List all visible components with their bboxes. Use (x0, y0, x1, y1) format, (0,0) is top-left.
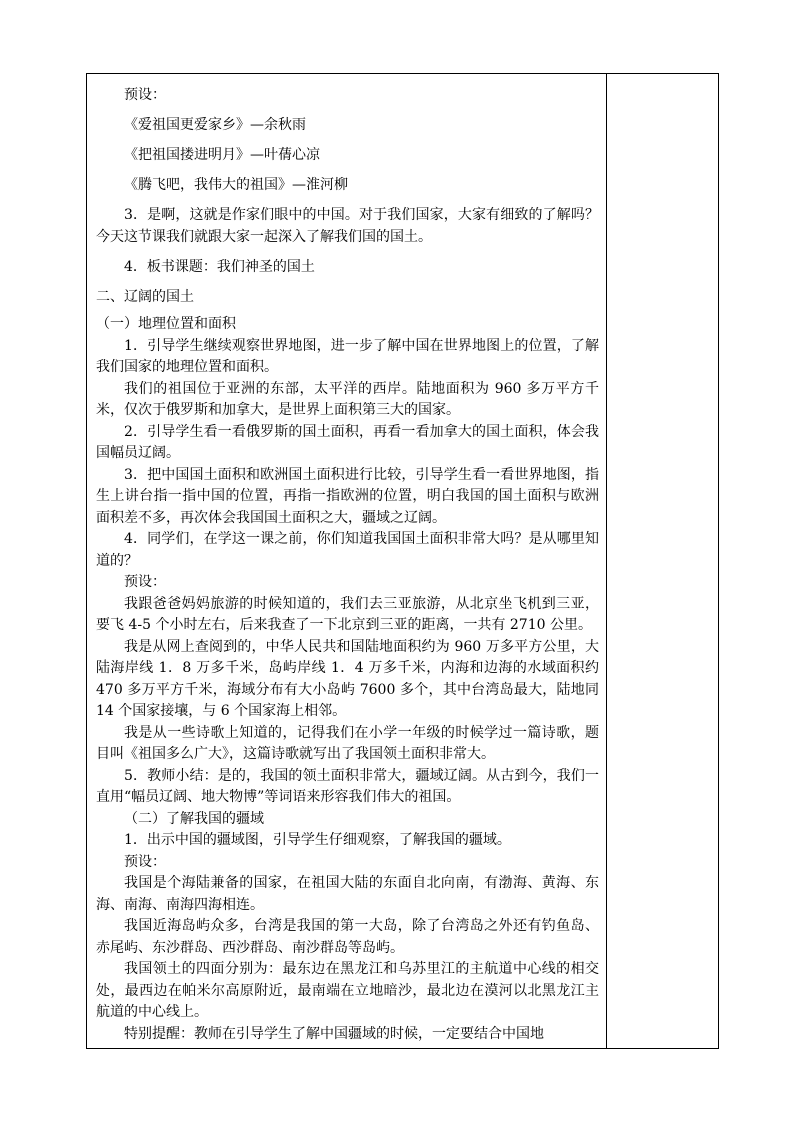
content-cell (87, 74, 607, 1049)
paragraph-15: 我跟爸爸妈妈旅游的时候知道的，我们去三亚旅游，从北京坐飞机到三亚，要飞 4-5 个小时左右，后来我查了一下北京到三亚的距离，一共有 2710 公里。 (96, 595, 599, 633)
paragraph-21: 预设： (124, 853, 166, 870)
paragraph-11: 2．引导学生看一看俄罗斯的国土面积，再看一看加拿大的国土面积，体会我国幅员辽阔。 (96, 423, 599, 461)
paragraph-6: 4．板书课题：我们神圣的国土 (124, 258, 315, 275)
paragraph-22: 我国是个海陆兼备的国家，在祖国大陆的东面自北向南，有渤海、黄海、东海、南海、南海四海相连。 (96, 875, 599, 913)
paragraph-2: 《爱祖国更爱家乡》—余秋雨 (124, 117, 306, 133)
paragraph-25: 特别提醒：教师在引导学生了解中国疆域的时候，一定要结合中国地 (124, 1025, 544, 1042)
paragraph-19: （二）了解我国的疆域 (124, 810, 264, 827)
paragraph-8: （一）地理位置和面积 (96, 316, 236, 332)
lesson-content (87, 74, 606, 1045)
paragraph-4: 《腾飞吧，我伟大的祖国》—淮河柳 (124, 177, 348, 193)
paragraph-10: 我们的祖国位于亚洲的东部，太平洋的西岸。陆地面积为 960 多万平方千米，仅次于俄罗斯和加拿大，是世界上面积第三大的国家。 (96, 380, 599, 418)
paragraph-18: 5．教师小结：是的，我国的领土面积非常大，疆域辽阔。从古到今，我们一直用“幅员辽阔、地大物博”等词语来形容我们伟大的祖国。 (96, 767, 599, 805)
paragraph-9: 1．引导学生继续观察世界地图，进一步了解中国在世界地图上的位置，了解我们国家的地理位置和面积。 (96, 337, 599, 375)
paragraph-24: 我国领土的四面分别为：最东边在黑龙江和乌苏里江的主航道中心线的相交处，最西边在帕米尔高原附近，最南端在立地暗沙，最北边在漠河以北黑龙江主航道的中心线上。 (96, 961, 599, 1020)
paragraph-5: 3．是啊，这就是作家们眼中的中国。对于我们国家，大家有细致的了解吗？今天这节课我们就跟大家一起深入了解我们国的国土。 (96, 207, 599, 245)
paragraph-14: 预设： (124, 574, 166, 590)
paragraph-17: 我是从一些诗歌上知道的，记得我们在小学一年级的时候学过一篇诗歌，题目叫《祖国多么广大》，这篇诗歌就写出了我国领土面积非常大。 (96, 724, 599, 762)
paragraph-12: 3．把中国国土面积和欧洲国土面积进行比较，引导学生看一看世界地图，指生上讲台指一指中国的位置，再指一指欧洲的位置，明白我国的国土面积与欧洲面积差不多，再次体会我国国土面积之大，疆域之辽阔。 (96, 466, 599, 526)
paragraph-1: 预设： (124, 87, 166, 103)
paragraph-13: 4．同学们，在学这一课之前，你们知道我国国土面积非常大吗？是从哪里知道的？ (96, 531, 599, 569)
lesson-plan-table (86, 73, 719, 1049)
paragraph-20: 1．出示中国的疆域图，引导学生仔细观察，了解我国的疆域。 (124, 832, 511, 848)
paragraph-16: 我是从网上查阅到的，中华人民共和国陆地面积约为 960 万多平方公里，大陆海岸线 1．8 万多千米，岛屿岸线 1．4 万多千米，内海和边海的水域面积约 470 多万平方千米，海域分布有大小岛屿 7600 多个，其中台湾岛最大，陆地同 14 个国家接壤，与 6 个国家海上相邻。 (96, 638, 599, 719)
paragraph-7: 二、辽阔的国土 (96, 288, 194, 305)
paragraph-3: 《把祖国搂进明月》—叶蒨心凉 (124, 147, 320, 163)
notes-cell (607, 74, 719, 1049)
paragraph-23: 我国近海岛屿众多，台湾是我国的第一大岛，除了台湾岛之外还有钓鱼岛、赤尾屿、东沙群岛、西沙群岛、南沙群岛等岛屿。 (96, 918, 599, 956)
